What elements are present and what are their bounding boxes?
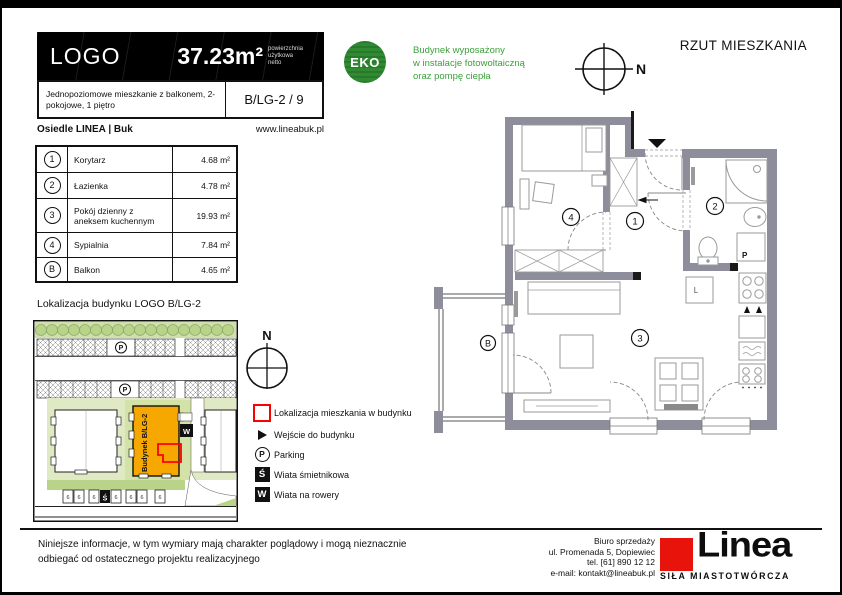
room-area: 4.78 m² [201, 180, 230, 191]
kitchen-arrows [744, 306, 762, 313]
page-title: RZUT MIESZKANIA [679, 38, 807, 53]
shower-head [754, 166, 761, 173]
apartment-code: B/LG-2 / 9 [225, 82, 322, 117]
estate-row [37, 124, 324, 135]
area-caption [268, 46, 320, 67]
room-id [37, 237, 67, 254]
entrance-icon [250, 430, 274, 440]
bike-shelter-label: W [182, 426, 191, 436]
room-id [37, 207, 67, 224]
office-email-link[interactable]: e-mail: kontakt@lineabuk.pl [550, 567, 655, 578]
chair [533, 182, 554, 203]
eco-line: Budynek wyposażony [413, 45, 505, 56]
cell-label: 6 [77, 495, 81, 501]
radiator [514, 291, 518, 317]
legend-item [250, 447, 435, 462]
room-area: 19.93 m² [196, 210, 230, 221]
disclaimer-line: Niniejsze informacje, w tym wymiary mają charakter poglądowy i mogą nieznacznie [38, 539, 407, 550]
table-row [37, 198, 236, 232]
cell-label: 6 [158, 495, 162, 501]
neighbor-building-right [201, 410, 236, 472]
apartment-area: 37.23m² [177, 42, 263, 69]
cell-label: 6 [114, 495, 118, 501]
parking-p-label: P [118, 345, 124, 353]
brand-tagline: SIŁA MIASTOTWÓRCZA [660, 571, 790, 581]
room-name: Balkon [67, 258, 173, 281]
legend-item [250, 427, 435, 442]
office-address: ul. Promenada 5, Dopiewiec [548, 546, 655, 557]
desk [520, 179, 529, 209]
living-label: 3 [637, 333, 643, 345]
room-table [35, 145, 238, 283]
compass-north-label: N [636, 61, 647, 77]
corridor-label: 1 [632, 216, 638, 228]
eco-line: oraz pompę ciepła [413, 71, 491, 82]
bedroom-furniture [520, 125, 607, 209]
room-name: Pokój dzienny z aneksem kuchennym [67, 199, 173, 232]
room-name: Korytarz [67, 147, 173, 172]
office-name: Biuro sprzedaży [594, 536, 655, 546]
legend-label: Lokalizacja mieszkania w budynku [274, 408, 412, 418]
fridge [686, 277, 713, 303]
parking-p-label: P [122, 387, 128, 395]
entrance-arrow-icon [648, 139, 666, 148]
room-name: Sypialnia [67, 233, 173, 257]
washing-machine-label: P [742, 251, 748, 260]
page-frame-top [0, 0, 842, 8]
neighbor-building-left [51, 410, 121, 474]
dining-chair [660, 385, 676, 401]
hedge [47, 480, 185, 490]
dining-chair [682, 385, 698, 401]
trash-shelter-icon: Ś [250, 467, 274, 482]
legend-item [250, 487, 435, 502]
room-area: 4.68 m² [201, 154, 230, 165]
room-area: 7.84 m² [201, 240, 230, 250]
section-line [631, 111, 634, 149]
site-map [33, 320, 238, 522]
legend-label: Wiata na rowery [274, 489, 340, 500]
oven [739, 316, 765, 338]
disclaimer [38, 537, 458, 567]
cell-label: 6 [66, 495, 70, 501]
cell-label: 6 [140, 495, 144, 501]
room-id [37, 261, 67, 278]
eco-description [413, 44, 588, 83]
sofa [528, 282, 620, 314]
website-link[interactable]: www.lineabuk.pl [255, 124, 324, 135]
bathroom-fixtures [691, 160, 767, 265]
bike-shelter-icon: W [250, 487, 274, 502]
dining-chair [682, 363, 698, 379]
disclaimer-line: odbiegać od ostatecznego projektu realizacyjnego [38, 554, 260, 565]
estate-name: Osiedle LINEA | Buk [37, 124, 133, 135]
eco-line: w instalacje fotowoltaiczną [413, 58, 525, 69]
sales-office-contact [480, 536, 655, 578]
room-id-circle: B [44, 261, 61, 278]
apartment-description: Jednopoziomowe mieszkanie z balkonem, 2-pokojowe, 1 piętro [46, 88, 216, 110]
room-area: 4.65 m² [201, 264, 230, 275]
cell-label: 6 [129, 495, 133, 501]
room-id-circle: 3 [44, 207, 61, 224]
title-block [37, 32, 324, 80]
parking-row-north [37, 339, 236, 356]
developer-logo: LOGO [50, 42, 121, 69]
table-row [37, 257, 236, 281]
site-map-heading: Lokalizacja budynku LOGO B/LG-2 [37, 298, 202, 310]
bathroom-label: 2 [712, 201, 718, 213]
plan-compass [572, 38, 656, 102]
log-red-square-icon [660, 538, 693, 571]
linea-logo [660, 526, 810, 581]
building-label: Budynek B/LG-2 [140, 413, 149, 472]
balcony-label: B [484, 338, 492, 349]
legend-label: Wiata śmietnikowa [274, 469, 350, 480]
table-row [37, 232, 236, 257]
room-name: Łazienka [67, 173, 173, 198]
bedroom-label: 4 [568, 212, 574, 224]
table-row [37, 172, 236, 198]
fridge-label: L [693, 286, 699, 295]
cell-label: 6 [92, 495, 96, 501]
brand-name: Linea [697, 526, 792, 565]
trash-shelter-label: Ś [102, 495, 108, 503]
parking-icon: P [250, 447, 274, 462]
legend-label: Parking [274, 449, 305, 460]
room-id-circle: 4 [44, 237, 61, 254]
site-compass [238, 326, 296, 398]
eco-badge: EKO [344, 41, 386, 83]
nightstand [592, 175, 607, 186]
balcony-railing [439, 294, 505, 421]
office-phone: tel. [61] 890 12 12 [586, 557, 655, 567]
apartment-location-icon [250, 404, 274, 422]
area-caption-line: netto [268, 59, 282, 66]
room-id [37, 151, 67, 168]
pillow [586, 128, 602, 152]
legend-item [250, 467, 435, 482]
compass-north-label: N [262, 328, 272, 343]
coffee-table [560, 335, 593, 368]
area-caption-line: powierzchnia [268, 45, 304, 52]
room-id-circle: 1 [44, 151, 61, 168]
room-id-circle: 2 [44, 177, 61, 194]
parking-row-south [37, 381, 236, 398]
dining-chair [660, 363, 676, 379]
map-legend [250, 404, 435, 507]
room-id [37, 177, 67, 194]
toilet [699, 237, 717, 259]
page-frame-left [0, 0, 2, 595]
apartment-info-box [37, 80, 324, 119]
legend-item [250, 404, 435, 422]
vent-unit [739, 342, 765, 360]
area-caption-line: użytkowa [268, 52, 294, 59]
legend-label: Wejście do budynku [274, 429, 355, 440]
radiator [691, 167, 695, 185]
floor-plan [420, 95, 800, 450]
washbasin [744, 208, 766, 227]
table-row [37, 147, 236, 172]
